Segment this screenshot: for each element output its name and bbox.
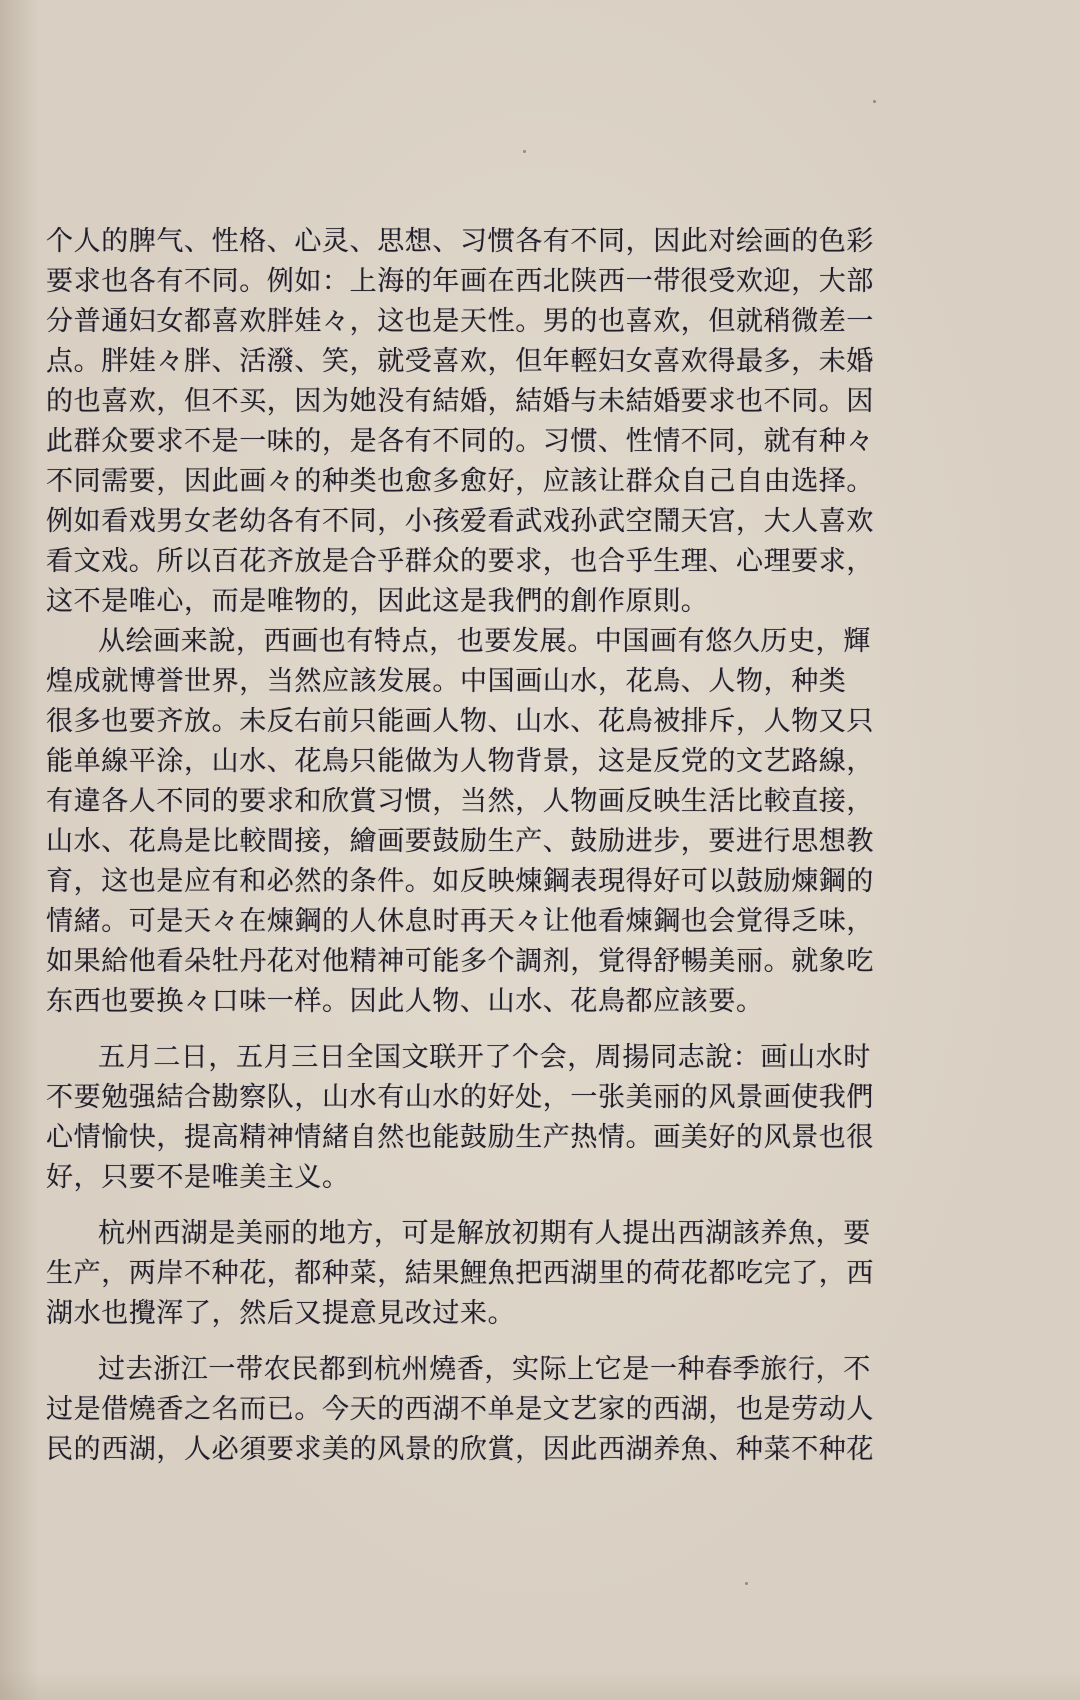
text-line: 点。胖娃々胖、活潑、笑，就受喜欢，但年輕妇女喜欢得最多，未婚 <box>46 346 874 377</box>
paper-speck <box>523 150 526 153</box>
text-line: 不同需要，因此画々的种类也愈多愈好，应該让群众自己自由选择。 <box>46 466 874 497</box>
text-line: 山水、花鳥是比較間接，繪画要鼓励生产、鼓励进步，要进行思想教 <box>46 826 874 857</box>
text-line: 情緒。可是天々在煉鋼的人休息时再天々让他看煉鋼也会覚得乏味， <box>46 906 874 937</box>
text-line: 这不是唯心，而是唯物的，因此这是我們的創作原則。 <box>46 586 709 617</box>
paragraph <box>46 1350 946 1470</box>
text-line: 过是借燒香之名而已。今天的西湖不单是文艺家的西湖，也是劳动人 <box>46 1394 874 1425</box>
paragraph <box>46 622 946 1022</box>
text-line: 不要勉强結合勘察队，山水有山水的好处，一张美丽的风景画使我們 <box>46 1082 874 1113</box>
text-line: 如果給他看朵牡丹花对他精神可能多个調剂，覚得舒暢美丽。就象吃 <box>46 946 874 977</box>
paragraph-gap <box>46 1334 946 1350</box>
text-line: 过去浙江一带农民都到杭州燒香，实际上它是一种春季旅行，不 <box>98 1354 871 1385</box>
text-line: 很多也要齐放。未反右前只能画人物、山水、花鳥被排斥，人物又只 <box>46 706 874 737</box>
text-line: 看文戏。所以百花齐放是合乎群众的要求，也合乎生理、心理要求， <box>46 546 874 577</box>
text-line: 好，只要不是唯美主义。 <box>46 1162 350 1193</box>
paragraph <box>46 222 946 622</box>
text-line: 此群众要求不是一味的，是各有不同的。习惯、性情不同，就有种々 <box>46 426 874 457</box>
paper-speck <box>745 1582 748 1585</box>
text-line: 生产，两岸不种花，都种菜，結果鯉魚把西湖里的荷花都吃完了，西 <box>46 1258 874 1289</box>
paragraph <box>46 1214 946 1334</box>
text-line: 要求也各有不同。例如：上海的年画在西北陕西一带很受欢迎，大部 <box>46 266 874 297</box>
paragraph-gap <box>46 1022 946 1038</box>
text-line: 个人的脾气、性格、心灵、思想、习惯各有不同，因此对绘画的色彩 <box>46 226 874 257</box>
text-line: 民的西湖，人必須要求美的风景的欣賞，因此西湖养魚、种菜不种花 <box>46 1434 874 1465</box>
text-line: 心情愉快，提高精神情緒自然也能鼓励生产热情。画美好的风景也很 <box>46 1122 874 1153</box>
text-line: 例如看戏男女老幼各有不同，小孩爱看武戏孙武空鬧天宫，大人喜欢 <box>46 506 874 537</box>
text-line: 有違各人不同的要求和欣賞习惯，当然，人物画反映生活比較直接， <box>46 786 874 817</box>
text-line: 东西也要换々口味一样。因此人物、山水、花鳥都应該要。 <box>46 986 764 1017</box>
text-line: 育，这也是应有和必然的条件。如反映煉鋼表現得好可以鼓励煉鋼的 <box>46 866 874 897</box>
text-line: 煌成就博誉世界，当然应該发展。中国画山水，花鳥、人物，种类 <box>46 666 847 697</box>
text-line: 从绘画来說，西画也有特点，也要发展。中国画有悠久历史，輝 <box>98 626 871 657</box>
text-line: 分普通妇女都喜欢胖娃々，这也是天性。男的也喜欢，但就稍微差一 <box>46 306 874 337</box>
body-text <box>46 222 946 1470</box>
text-line: 湖水也攪浑了，然后又提意見改过来。 <box>46 1298 516 1329</box>
paragraph-gap <box>46 1198 946 1214</box>
text-line: 五月二日，五月三日全国文联开了个会，周揚同志說：画山水时 <box>98 1042 871 1073</box>
text-line: 杭州西湖是美丽的地方，可是解放初期有人提出西湖該养魚，要 <box>98 1218 871 1249</box>
paper-speck <box>873 100 876 103</box>
text-line: 的也喜欢，但不买，因为她没有結婚，結婚与未結婚要求也不同。因 <box>46 386 874 417</box>
text-line: 能单線平涂，山水、花鳥只能做为人物背景，这是反党的文艺路線， <box>46 746 874 777</box>
paragraph <box>46 1038 946 1198</box>
